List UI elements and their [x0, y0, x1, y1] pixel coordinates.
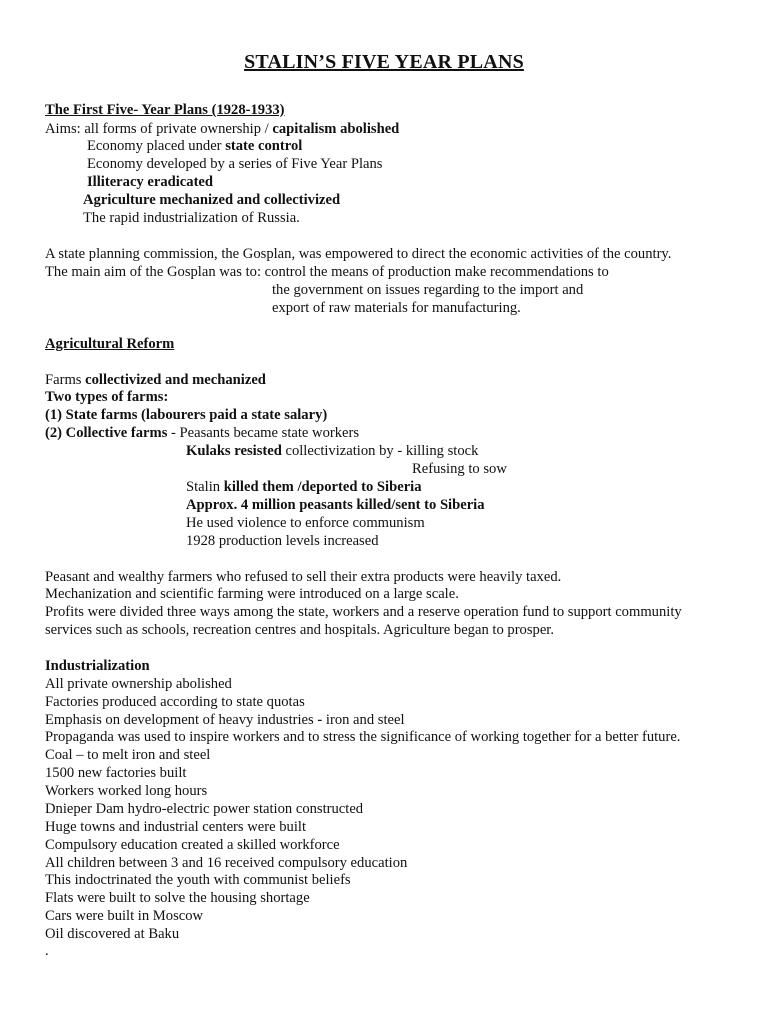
- ind-line: 1500 new factories built: [45, 765, 187, 781]
- aims-prefix: Aims: all forms of private ownership /: [45, 121, 273, 137]
- ind-line: Factories produced according to state quotas: [45, 694, 305, 710]
- aim-state-control: [87, 137, 302, 155]
- agri-kulaks: [186, 442, 478, 460]
- aim2-bold: state control: [225, 138, 303, 154]
- peasant-line-4: services such as schools, recreation centres and hospitals. Agriculture began to prosper.: [45, 622, 555, 638]
- collective-bold: (2) Collective farms: [45, 425, 168, 441]
- stalin-prefix: Stalin: [186, 479, 224, 495]
- gosplan-line-2: The main aim of the Gosplan was to: control the means of production make recommendations to: [45, 264, 609, 280]
- agri-collective-farms: [45, 424, 359, 442]
- stalin-bold: killed them /deported to Siberia: [223, 479, 422, 495]
- agri-refusing: Refusing to sow: [412, 461, 507, 477]
- aim-agriculture: Agriculture mechanized and collectivized: [83, 192, 341, 208]
- agri-levels: 1928 production levels increased: [186, 533, 379, 549]
- ind-l3-rest: iron and steel: [322, 712, 405, 728]
- gosplan-line-4: export of raw materials for manufacturing.: [272, 300, 521, 316]
- kulaks-rest: collectivization by - killing stock: [281, 443, 479, 459]
- aim2-prefix: Economy placed under: [87, 138, 226, 154]
- aim-industrialization: The rapid industrialization of Russia.: [83, 210, 300, 226]
- aim-illiteracy: Illiteracy eradicated: [87, 174, 214, 190]
- page-title-text: STALIN’S FIVE YEAR PLANS: [244, 51, 524, 73]
- agri-heading: Agricultural Reform: [45, 336, 175, 352]
- peasant-line-1: Peasant and wealthy farmers who refused to sell their extra products were heavily taxed.: [45, 569, 562, 585]
- gosplan-line-1: A state planning commission, the Gosplan, was empowered to direct the economic activities of the country.: [45, 246, 672, 262]
- kulaks-bold: Kulaks resisted: [186, 443, 282, 459]
- agri-farms-line: [45, 371, 266, 389]
- agri-two-types: Two types of farms:: [45, 389, 169, 405]
- ind-line: All private ownership abolished: [45, 676, 232, 692]
- ind-line: Coal – to melt iron and steel: [45, 747, 211, 763]
- ind-line: Flats were built to solve the housing shortage: [45, 890, 310, 906]
- aims-bold: capitalism abolished: [272, 121, 400, 137]
- gosplan-line-3: the government on issues regarding to the import and: [272, 282, 584, 298]
- agri-violence: He used violence to enforce communism: [186, 515, 425, 531]
- aims-line: [45, 120, 399, 138]
- trailing-period: .: [45, 943, 49, 959]
- ind-l3-prefix: Emphasis on development of heavy industries: [45, 712, 318, 728]
- collective-rest: - Peasants became state workers: [167, 425, 360, 441]
- page-title: [0, 50, 768, 74]
- ind-line: Propaganda was used to inspire workers and to stress the significance of working together for a better future.: [45, 729, 681, 745]
- first-plan-heading: The First Five- Year Plans (1928-1933): [45, 102, 285, 118]
- industrialization-heading: Industrialization: [45, 658, 150, 674]
- agri-state-farms: (1) State farms (labourers paid a state salary): [45, 407, 328, 423]
- peasant-line-3: Profits were divided three ways among the state, workers and a reserve operation fund to support community: [45, 604, 682, 620]
- peasant-line-2: Mechanization and scientific farming were introduced on a large scale.: [45, 586, 459, 602]
- ind-line: Dnieper Dam hydro-electric power station constructed: [45, 801, 364, 817]
- ind-line: Cars were built in Moscow: [45, 908, 204, 924]
- farms-prefix: Farms: [45, 372, 86, 388]
- aim-five-year-plans: Economy developed by a series of Five Year Plans: [87, 156, 383, 172]
- ind-line: Workers worked long hours: [45, 783, 208, 799]
- ind-line: This indoctrinated the youth with communist beliefs: [45, 872, 351, 888]
- agri-approx: Approx. 4 million peasants killed/sent to Siberia: [186, 497, 485, 513]
- farms-bold: collectivized and mechanized: [85, 372, 266, 388]
- ind-line: Oil discovered at Baku: [45, 926, 180, 942]
- agri-stalin: [186, 478, 422, 496]
- ind-line: Compulsory education created a skilled workforce: [45, 837, 340, 853]
- ind-line: Huge towns and industrial centers were built: [45, 819, 306, 835]
- ind-line: All children between 3 and 16 received compulsory education: [45, 855, 408, 871]
- ind-line: [45, 711, 405, 729]
- ind-l3-dash: -: [317, 712, 323, 728]
